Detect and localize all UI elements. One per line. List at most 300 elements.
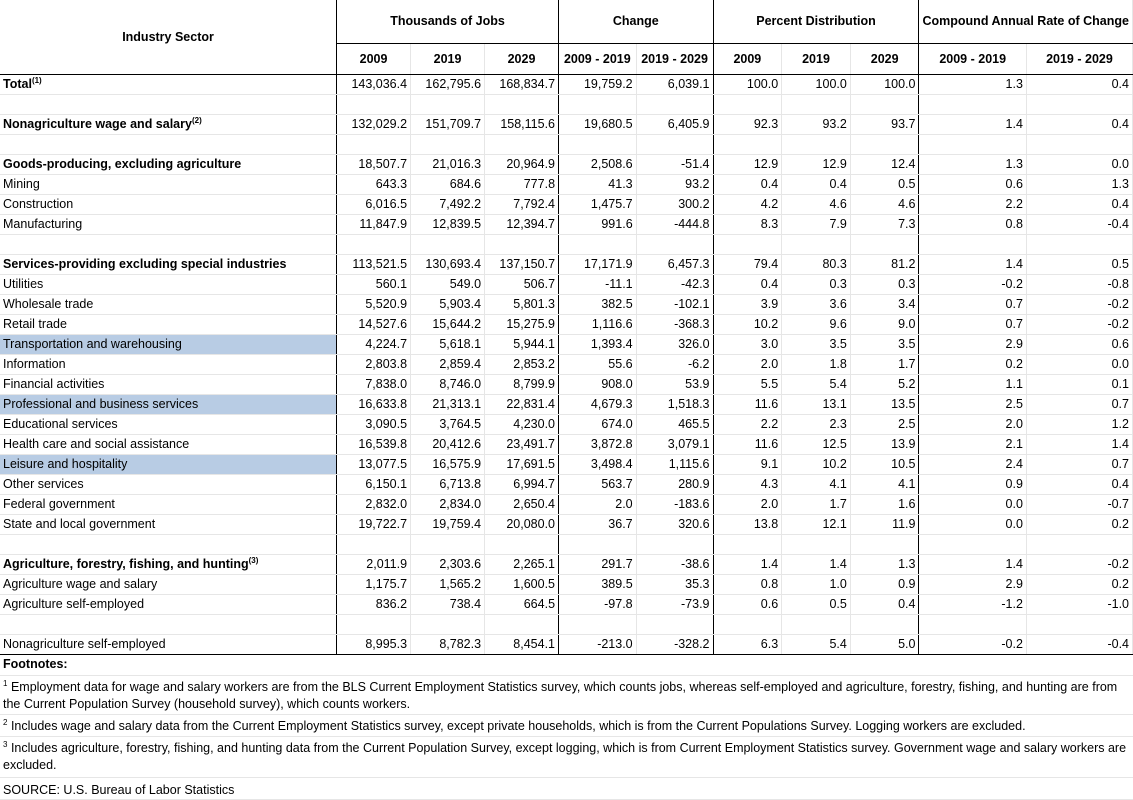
table-cell: 16,539.8 [337,434,411,454]
table-cell: 3,090.5 [337,414,411,434]
table-cell: 5,801.3 [485,294,559,314]
spacer-row [0,94,1133,114]
table-cell [559,234,637,254]
footnote-ref: (1) [31,75,42,85]
row-label-text: Nonagriculture wage and salary [3,117,192,131]
table-cell: 280.9 [636,474,713,494]
table-cell: 664.5 [485,594,559,614]
table-cell: 16,575.9 [411,454,485,474]
table-cell: 168,834.7 [485,74,559,94]
table-cell: 6,039.1 [636,74,713,94]
table-cell: 5,520.9 [337,294,411,314]
table-cell: 382.5 [559,294,637,314]
table-cell: 2,832.0 [337,494,411,514]
table-cell: 7.9 [782,214,851,234]
row-label [0,354,337,374]
table-cell: 0.5 [782,594,851,614]
row-label [0,194,337,214]
row-label [0,294,337,314]
table-row [0,274,1133,294]
table-row [0,334,1133,354]
table-cell: 1,565.2 [411,574,485,594]
table-cell: 1.4 [919,554,1026,574]
table-cell: 81.2 [850,254,919,274]
table-cell: 4,224.7 [337,334,411,354]
table-cell: -0.4 [1026,214,1132,234]
table-cell: 21,313.1 [411,394,485,414]
table-cell: 0.0 [919,514,1026,534]
table-cell: 79.4 [713,254,782,274]
table-cell [850,94,919,114]
table-cell [919,534,1026,554]
table-cell: 738.4 [411,594,485,614]
row-label [0,634,337,654]
row-label [0,274,337,294]
column-header: 2029 [850,43,919,74]
table-cell: 465.5 [636,414,713,434]
footnote-1-mark: 1 [3,678,8,688]
table-cell [337,94,411,114]
table-cell: 22,831.4 [485,394,559,414]
table-cell: -1.0 [1026,594,1132,614]
table-row [0,194,1133,214]
row-label-text: Manufacturing [3,217,83,231]
table-cell: 53.9 [636,374,713,394]
table-cell: -444.8 [636,214,713,234]
table-cell: 0.8 [919,214,1026,234]
table-cell [850,234,919,254]
table-row [0,314,1133,334]
row-label [0,374,337,394]
table-cell: 1,393.4 [559,334,637,354]
table-cell [559,94,637,114]
table-cell: 1,518.3 [636,394,713,414]
table-row [0,514,1133,534]
table-cell: 2,265.1 [485,554,559,574]
table-cell: -73.9 [636,594,713,614]
table-row [0,554,1133,574]
table-cell [782,534,851,554]
column-header: 2019 - 2029 [1026,43,1132,74]
table-cell: 113,521.5 [337,254,411,274]
table-cell: 5.4 [782,634,851,654]
table-cell: 6,713.8 [411,474,485,494]
row-label [0,154,337,174]
table-cell: 12.9 [713,154,782,174]
table-cell: 15,275.9 [485,314,559,334]
table-cell: -0.4 [1026,634,1132,654]
table-cell [411,534,485,554]
table-cell: 19,722.7 [337,514,411,534]
table-cell: 21,016.3 [411,154,485,174]
table-cell [337,134,411,154]
table-cell: 2,803.8 [337,354,411,374]
table-cell: 4.1 [850,474,919,494]
table-cell: 1.4 [782,554,851,574]
table-cell: 5.2 [850,374,919,394]
table-cell [713,534,782,554]
table-cell: 4.1 [782,474,851,494]
table-cell: -102.1 [636,294,713,314]
row-label [0,474,337,494]
table-cell: 13.9 [850,434,919,454]
table-cell: 12.9 [782,154,851,174]
table-cell: 132,029.2 [337,114,411,134]
row-label [0,494,337,514]
table-cell: 8,995.3 [337,634,411,654]
table-cell: 3.6 [782,294,851,314]
table-cell: 0.5 [850,174,919,194]
column-header: 2019 [782,43,851,74]
table-cell [782,94,851,114]
table-cell: 1,116.6 [559,314,637,334]
table-cell: 18,507.7 [337,154,411,174]
row-label [0,74,337,94]
footnote-3-text: Includes agriculture, forestry, fishing, and hunting data from the Current Population Survey, except logging, which is from Current Employment Statistics survey. Government wage and salary workers are excluded. [3,741,1127,772]
table-cell: -0.2 [1026,294,1132,314]
table-cell: 777.8 [485,174,559,194]
row-label-text: Services-providing excluding special industries [3,257,287,271]
table-cell: 3,079.1 [636,434,713,454]
table-cell: 0.0 [1026,354,1132,374]
table-cell [1026,614,1132,634]
table-cell: 6,994.7 [485,474,559,494]
table-cell: 0.1 [1026,374,1132,394]
table-cell: -42.3 [636,274,713,294]
row-label [0,434,337,454]
table-cell: 6,405.9 [636,114,713,134]
spacer-row [0,234,1133,254]
table-cell [636,534,713,554]
table-cell: 563.7 [559,474,637,494]
row-label-text: Agriculture self-employed [3,597,145,611]
table-cell: 0.7 [1026,454,1132,474]
table-cell: 326.0 [636,334,713,354]
table-cell: 0.3 [850,274,919,294]
table-cell: 2.5 [919,394,1026,414]
table-cell: 1,600.5 [485,574,559,594]
table-row [0,574,1133,594]
table-cell: 17,691.5 [485,454,559,474]
row-label [0,254,337,274]
table-cell [782,234,851,254]
row-label-text: Transportation and warehousing [3,337,182,351]
spacer-row [0,534,1133,554]
table-cell: 4.3 [713,474,782,494]
row-label-text: Federal government [3,497,115,511]
row-label-text: Wholesale trade [3,297,94,311]
table-cell: 2.9 [919,334,1026,354]
table-cell: 55.6 [559,354,637,374]
table-cell: 2,508.6 [559,154,637,174]
table-cell: 6,457.3 [636,254,713,274]
table-cell: 10.2 [782,454,851,474]
table-cell: 11.9 [850,514,919,534]
table-cell: 16,633.8 [337,394,411,414]
row-label-text: Agriculture, forestry, fishing, and hunting [3,557,249,571]
table-cell [782,614,851,634]
table-cell [485,134,559,154]
table-row [0,594,1133,614]
table-cell: 151,709.7 [411,114,485,134]
table-cell: 7.3 [850,214,919,234]
table-cell [337,614,411,634]
change-header: Change [559,0,714,43]
table-cell [919,134,1026,154]
row-label [0,534,337,554]
table-row [0,434,1133,454]
row-label [0,114,337,134]
table-row [0,414,1133,434]
table-cell: 100.0 [782,74,851,94]
table-cell [411,94,485,114]
table-cell: 14,527.6 [337,314,411,334]
table-cell: 158,115.6 [485,114,559,134]
table-cell: 0.3 [782,274,851,294]
table-cell: 10.2 [713,314,782,334]
row-label [0,394,337,414]
table-cell: 2,859.4 [411,354,485,374]
table-cell: 12.5 [782,434,851,454]
source-note: SOURCE: U.S. Bureau of Labor Statistics [0,780,1133,800]
table-row [0,74,1133,94]
table-cell: 5.4 [782,374,851,394]
spacer-row [0,614,1133,634]
row-label [0,234,337,254]
table-cell: 20,080.0 [485,514,559,534]
row-label [0,334,337,354]
table-cell: 0.4 [1026,74,1132,94]
table-cell [411,134,485,154]
table-cell: 35.3 [636,574,713,594]
footnote-2-mark: 2 [3,717,8,727]
table-cell [782,134,851,154]
table-cell: 9.1 [713,454,782,474]
row-label [0,94,337,114]
table-cell: 0.6 [1026,334,1132,354]
table-cell: 2,853.2 [485,354,559,374]
table-cell: -213.0 [559,634,637,654]
table-row [0,454,1133,474]
table-cell: 1.0 [782,574,851,594]
table-cell: 8,454.1 [485,634,559,654]
table-cell: 0.4 [782,174,851,194]
table-cell [559,614,637,634]
table-cell: -328.2 [636,634,713,654]
table-cell: -0.2 [919,634,1026,654]
table-cell: 93.2 [636,174,713,194]
compound-annual-rate-header: Compound Annual Rate of Change [919,0,1133,43]
row-label [0,314,337,334]
table-cell: 5,903.4 [411,294,485,314]
table-row [0,114,1133,134]
spacer-row [0,134,1133,154]
table-cell: 130,693.4 [411,254,485,274]
table-cell: 17,171.9 [559,254,637,274]
table-cell: 2.9 [919,574,1026,594]
table-cell: 36.7 [559,514,637,534]
footnote-ref: (2) [191,115,202,125]
table-cell: 4,679.3 [559,394,637,414]
table-cell: 1.4 [713,554,782,574]
table-cell: -0.7 [1026,494,1132,514]
table-row [0,394,1133,414]
table-cell: 991.6 [559,214,637,234]
table-cell: -0.2 [1026,554,1132,574]
industry-sector-header: Industry Sector [0,0,337,74]
table-cell: -183.6 [636,494,713,514]
table-cell: 1.6 [850,494,919,514]
table-cell: 10.5 [850,454,919,474]
table-cell: 0.4 [1026,474,1132,494]
table-cell: 300.2 [636,194,713,214]
table-cell [713,234,782,254]
table-cell: 4.2 [713,194,782,214]
table-cell: 1.4 [919,254,1026,274]
table-cell: -97.8 [559,594,637,614]
table-cell [636,614,713,634]
table-cell: 143,036.4 [337,74,411,94]
table-cell [1026,134,1132,154]
row-label-text: Professional and business services [3,397,199,411]
table-cell [337,234,411,254]
table-cell: 2.3 [782,414,851,434]
table-cell [713,134,782,154]
row-label-text: Leisure and hospitality [3,457,128,471]
table-cell: 13.8 [713,514,782,534]
table-cell: 6,150.1 [337,474,411,494]
table-cell: 674.0 [559,414,637,434]
table-cell [919,94,1026,114]
table-cell: 1.3 [850,554,919,574]
table-cell [411,614,485,634]
table-cell: 0.5 [1026,254,1132,274]
table-cell: 2.0 [559,494,637,514]
table-cell: -0.2 [919,274,1026,294]
table-cell: 41.3 [559,174,637,194]
row-label [0,454,337,474]
table-cell: 549.0 [411,274,485,294]
row-label-text: Information [3,357,66,371]
table-cell: 389.5 [559,574,637,594]
table-cell: 3,872.8 [559,434,637,454]
table-cell: 2.0 [713,354,782,374]
table-cell: 0.2 [1026,514,1132,534]
table-cell: -0.2 [1026,314,1132,334]
table-cell: 19,759.4 [411,514,485,534]
table-cell: 0.0 [1026,154,1132,174]
table-cell: 1,175.7 [337,574,411,594]
table-cell: 23,491.7 [485,434,559,454]
table-cell [485,94,559,114]
table-cell: 80.3 [782,254,851,274]
table-cell: 2.1 [919,434,1026,454]
table-cell: 5,944.1 [485,334,559,354]
table-cell: 12.4 [850,154,919,174]
table-cell: 9.0 [850,314,919,334]
table-cell: 908.0 [559,374,637,394]
table-cell: 560.1 [337,274,411,294]
table-cell: 8,782.3 [411,634,485,654]
table-cell: 11,847.9 [337,214,411,234]
table-cell: 2.0 [919,414,1026,434]
table-cell: 0.6 [919,174,1026,194]
table-cell: 2.2 [919,194,1026,214]
table-cell: -6.2 [636,354,713,374]
table-cell: 643.3 [337,174,411,194]
table-cell: 4.6 [850,194,919,214]
table-cell: 13.5 [850,394,919,414]
row-label [0,174,337,194]
table-cell: 320.6 [636,514,713,534]
table-cell: 8,746.0 [411,374,485,394]
table-cell: 1.2 [1026,414,1132,434]
table-cell: 1.1 [919,374,1026,394]
table-cell: 3.5 [782,334,851,354]
table-cell: 0.2 [919,354,1026,374]
footnote-3 [0,738,1133,778]
table-cell [485,614,559,634]
table-cell: 4,230.0 [485,414,559,434]
table-cell: 2.5 [850,414,919,434]
table-cell: 1.4 [1026,434,1132,454]
table-cell: 2.4 [919,454,1026,474]
table-cell: 1.3 [919,154,1026,174]
table-cell [485,534,559,554]
table-cell [1026,534,1132,554]
row-label-text: Construction [3,197,74,211]
table-cell: 12.1 [782,514,851,534]
column-header: 2019 - 2029 [636,43,713,74]
table-cell: 3.0 [713,334,782,354]
column-header: 2009 [713,43,782,74]
table-cell [559,534,637,554]
table-cell: 93.2 [782,114,851,134]
table-row [0,294,1133,314]
table-cell: 9.6 [782,314,851,334]
table-cell [850,534,919,554]
table-cell: 12,394.7 [485,214,559,234]
row-label [0,554,337,574]
table-cell: 20,964.9 [485,154,559,174]
footnote-2-text: Includes wage and salary data from the Current Employment Statistics survey, except private households, which is from the Current Populations Survey. Logging workers are excluded. [10,719,1026,733]
table-cell: 11.6 [713,434,782,454]
table-cell [1026,234,1132,254]
table-cell [485,234,559,254]
row-label-text: Retail trade [3,317,67,331]
row-label [0,134,337,154]
table-cell: 8.3 [713,214,782,234]
table-cell: 0.9 [850,574,919,594]
table-cell: 20,412.6 [411,434,485,454]
table-cell: 11.6 [713,394,782,414]
footnote-3-mark: 3 [3,739,8,749]
table-cell: 3,498.4 [559,454,637,474]
table-cell: 0.4 [1026,194,1132,214]
table-cell: 1.8 [782,354,851,374]
footnote-1 [0,677,1133,715]
table-cell: 100.0 [713,74,782,94]
table-cell: 5.0 [850,634,919,654]
table-cell [850,134,919,154]
table-cell: 100.0 [850,74,919,94]
table-cell: 6,016.5 [337,194,411,214]
row-label-text: Goods-producing, excluding agriculture [3,157,242,171]
table-cell: 0.7 [919,294,1026,314]
table-cell: 7,792.4 [485,194,559,214]
table-cell: 92.3 [713,114,782,134]
table-cell: 5.5 [713,374,782,394]
